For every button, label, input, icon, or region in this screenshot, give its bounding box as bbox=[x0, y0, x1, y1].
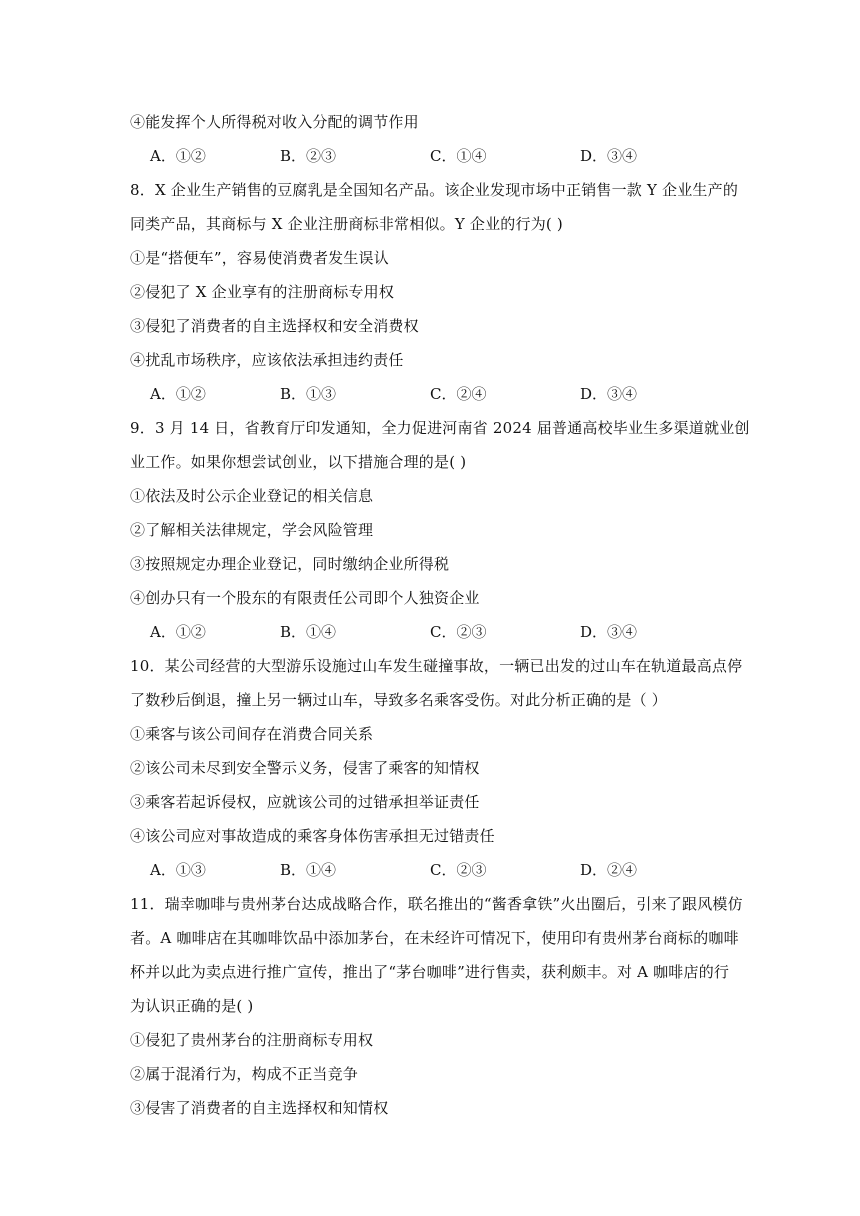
question-11-stem-cont: 杯并以此为卖点进行推广宣传，推出了“茅台咖啡”进行售卖，获利颇丰。对 A 咖啡店的行 bbox=[130, 963, 730, 981]
statement-line: ③乘客若起诉侵权，应就该公司的过错承担举证责任 bbox=[130, 793, 480, 811]
option-c: C．①④ bbox=[430, 147, 487, 165]
option-c: C．②④ bbox=[430, 385, 487, 403]
statement-line: ③按照规定办理企业登记，同时缴纳企业所得税 bbox=[130, 555, 450, 573]
question-10-stem-cont: 了数秒后倒退，撞上另一辆过山车，导致多名乘客受伤。对此分析正确的是（ ） bbox=[130, 691, 667, 709]
answer-options bbox=[150, 384, 710, 404]
answer-options bbox=[150, 622, 710, 642]
option-d: D．③④ bbox=[580, 385, 638, 403]
statement-line: ①乘客与该公司间存在消费合同关系 bbox=[130, 725, 374, 743]
statement-line: ④扰乱市场秩序，应该依法承担违约责任 bbox=[130, 351, 404, 369]
statement-line: ②了解相关法律规定，学会风险管理 bbox=[130, 521, 374, 539]
statement-line: ②侵犯了 X 企业享有的注册商标专用权 bbox=[130, 283, 395, 301]
option-a: A．①③ bbox=[150, 861, 206, 879]
option-a: A．①② bbox=[150, 147, 206, 165]
option-a: A．①② bbox=[150, 623, 206, 641]
option-b: B．①④ bbox=[280, 861, 337, 879]
option-b: B．①③ bbox=[280, 385, 337, 403]
question-11-stem-cont: 者。A 咖啡店在其咖啡饮品中添加茅台，在未经许可情况下，使用印有贵州茅台商标的咖啡 bbox=[130, 929, 739, 947]
question-8-stem-cont: 同类产品，其商标与 X 企业注册商标非常相似。Y 企业的行为( ) bbox=[130, 215, 563, 233]
statement-line: ④创办只有一个股东的有限责任公司即个人独资企业 bbox=[130, 589, 480, 607]
option-c: C．②③ bbox=[430, 861, 487, 879]
answer-options bbox=[150, 860, 710, 880]
question-11-stem: 11．瑞幸咖啡与贵州茅台达成战略合作，联名推出的“酱香拿铁”火出圈后，引来了跟风模仿 bbox=[130, 895, 743, 913]
statement-line: ③侵犯了消费者的自主选择权和安全消费权 bbox=[130, 317, 419, 335]
question-9-stem: 9．3 月 14 日，省教育厅印发通知，全力促进河南省 2024 届普通高校毕业生多渠道就业创 bbox=[130, 419, 750, 437]
option-a: A．①② bbox=[150, 385, 206, 403]
question-11-stem-cont: 为认识正确的是( ) bbox=[130, 997, 254, 1015]
option-b: B．①④ bbox=[280, 623, 337, 641]
option-b: B．②③ bbox=[280, 147, 337, 165]
question-9-stem-cont: 业工作。如果你想尝试创业，以下措施合理的是( ) bbox=[130, 453, 467, 471]
statement-line: ①是“搭便车”，容易使消费者发生误认 bbox=[130, 249, 389, 267]
statement-line: ①依法及时公示企业登记的相关信息 bbox=[130, 487, 374, 505]
statement-line: ②属于混淆行为，构成不正当竞争 bbox=[130, 1065, 359, 1083]
option-d: D．③④ bbox=[580, 623, 638, 641]
question-8-stem: 8．X 企业生产销售的豆腐乳是全国知名产品。该企业发现市场中正销售一款 Y 企业生产的 bbox=[130, 181, 739, 199]
option-d: D．③④ bbox=[580, 147, 638, 165]
option-c: C．②③ bbox=[430, 623, 487, 641]
statement-line: ③侵害了消费者的自主选择权和知情权 bbox=[130, 1099, 389, 1117]
answer-options bbox=[150, 146, 710, 166]
statement-line: ①侵犯了贵州茅台的注册商标专用权 bbox=[130, 1031, 374, 1049]
question-10-stem: 10．某公司经营的大型游乐设施过山车发生碰撞事故，一辆已出发的过山车在轨道最高点停 bbox=[130, 657, 743, 675]
statement-line: ②该公司未尽到安全警示义务，侵害了乘客的知情权 bbox=[130, 759, 480, 777]
statement-line: ④该公司应对事故造成的乘客身体伤害承担无过错责任 bbox=[130, 827, 495, 845]
statement-line: ④能发挥个人所得税对收入分配的调节作用 bbox=[130, 113, 419, 131]
option-d: D．②④ bbox=[580, 861, 638, 879]
